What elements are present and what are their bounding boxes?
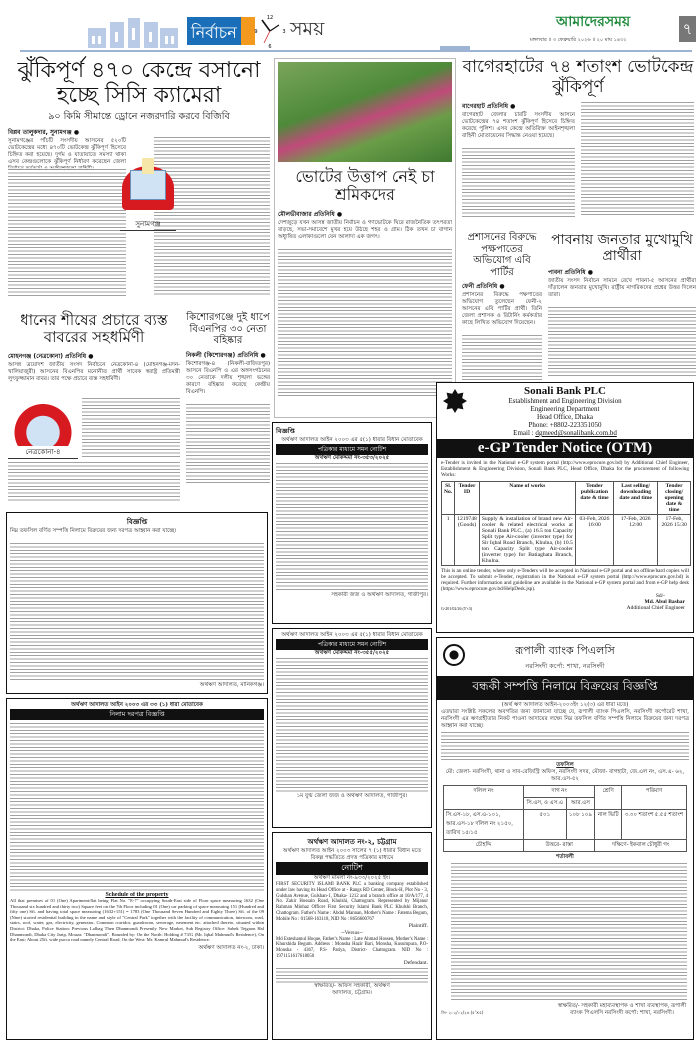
byline: বিপ্লব তালুকদার, সুনামগঞ্জ ●	[8, 128, 80, 136]
clock-icon	[253, 12, 287, 50]
office: Head Office, Dhaka	[536, 413, 594, 421]
sonali-bank-logo	[443, 389, 467, 413]
notice-subtitle: অর্থঋণ আদালত আইন ২০০৩ সালের ৭ (১) ধারার বিধান মতে বিকল্প পদ্ধতিতে প্রদত্ত পত্রিকার মাধ্যমে	[282, 848, 422, 861]
bank-name: রূপালী ব্যাংক পিএলসি	[515, 644, 615, 657]
column-subheader: সি.এস, ও এস.এ	[524, 798, 567, 810]
column-header: পরিমাণ	[621, 786, 686, 810]
notice-title: বিজ্ঞপ্তি	[126, 518, 148, 526]
column-subheader: আর.এস	[566, 798, 595, 810]
phone: Phone: +8802-223351050	[528, 421, 602, 429]
notice-band: পত্রিকার মাধ্যমে সমন নোটিশ	[276, 639, 428, 650]
notice-subtitle: অর্থঋণ আদালত আইন ২০০৩ এর ৫(১) ধারার বিধান মোতাবেক	[281, 632, 423, 638]
schedule-title: Schedule of the property	[105, 892, 169, 898]
table-row	[444, 810, 687, 840]
page-number: ৭	[679, 16, 696, 42]
byline: বাগেরহাট প্রতিনিধি ●	[462, 103, 516, 111]
notice-footer: ১ম যুগ্ম জেলা জজ ও অর্থঋণ আদালত, গাজীপুর।	[296, 793, 408, 799]
section-logo-nirbachon: নির্বাচন	[187, 17, 255, 45]
cell: ৩.৩০ শতাংশ ৫.৫৫ শতাংশ	[621, 810, 686, 840]
notice-footer: অর্থঋণ আদালত নং-২, ঢাকা।	[198, 944, 264, 951]
cell: Supply & installation of brand new Air-cooler & related electrical works at Sonali Bank PLC., (a) 16.5 ton Capacity Split type Air-cooler (inverter type) for Sir Iqbal Road Branch, Khulna, (b) 10.5 ton Capacity Split type Air-cooler (inverter type) for Batiaghata Branch, Khulna.	[479, 515, 575, 566]
legal-notice-left-bottom	[6, 698, 268, 1040]
property-table	[443, 785, 687, 852]
legal-notice-mid-top	[272, 422, 432, 624]
email-link[interactable]: dgmeed@sonalibank.com.bd	[535, 429, 617, 437]
signature: স্বাক্ষরিত/- অফিস সহকারী, অর্থঋণ আদালত, চট্টগ্রাম।	[314, 982, 390, 996]
headline: ধানের শীষের প্রচারে ব্যস্ত বাবরের সহধর্মিণী	[20, 311, 168, 347]
masthead-rule-block	[440, 46, 470, 52]
notice-band: নিলাম দরপত্র বিজ্ঞপ্তি	[10, 709, 264, 720]
sonali-bank-tender-notice	[436, 382, 694, 633]
article-body: জাতীয় সংসদ নির্বাচন সামনে রেখে পাবনা-৫ আসনের প্রার্থীরা দাঁড়ালেন জনতার মুখোমুখি। রাষ্ট্রীয় নাগরিকদের প্রশ্নের উত্তর দিলেন তারা।	[548, 278, 696, 299]
story-ab-party	[462, 232, 542, 389]
byline: পাবনা প্রতিনিধি ●	[548, 269, 593, 277]
headline: ঝুঁকিপূর্ণ ৪৭০ কেন্দ্রে বসানো হচ্ছে সিসি ক্যামেরা	[17, 58, 261, 109]
masthead	[0, 0, 700, 56]
rupali-bank-auction-notice	[436, 637, 694, 1040]
ballot-box-illustration	[8, 401, 78, 446]
terms-title: শর্তাবলী	[556, 854, 574, 860]
cell: ১০৮ ১০৯	[566, 810, 595, 840]
story-pabna	[548, 232, 696, 376]
law-reference: (অর্থ ঋণ আদালত আইন-২০০৩ইং ১২(৩) এর ধারা মতে)	[501, 702, 629, 708]
byline: মৌলভীবাজার প্রতিনিধি ●	[278, 210, 343, 218]
division: Establishment and Engineering Division	[508, 397, 622, 405]
article-body-continued	[8, 168, 126, 298]
table-header-row	[442, 482, 691, 515]
column-header: দলিল নং	[444, 786, 524, 810]
article-body: আসন্ন ত্রয়োদশ জাতীয় সংসদ নির্বাচনে নেত্রকোনা-৪ (মোহনগঞ্জ-মদন-খালিয়াজুরী) আসনের বিএনপির মনোনীত প্রার্থী সাবেক স্বরাষ্ট্র প্রতিমন্ত্রী লুৎফুজ্জামান বাবর। তার পক্ষে প্রচারে ব্যস্ত সহধর্মিণী।	[8, 361, 180, 382]
paper-logo: আমাদেরসময়	[556, 14, 631, 30]
court-name: অর্থঋণ আদালত নং-২, চট্টগ্রাম	[307, 838, 397, 846]
auction-body	[441, 731, 689, 761]
plaintiff-details: FIRST SECURITY ISLAMI BANK PLC a banking company established under law having its Head Office at - Rangs RD Center, Block-H, Plot No - 3, Gulshan Avenue, Gulshan-1, Dhaka- 1212 and a branch office at 10/A/177, 4 No. Zakir Hossain Road, Khulshi, Chattogram. Represented by Mijanur Rahman Minhaz Officer First Security Islami Bank PLC Khulshi Branch, Chattogram. Father's Name : Abdul Mannan, Mother's Name : Fatema Begum, Mobile No : 01568-163118, NID No : 8656600767	[276, 882, 428, 922]
notice-band: পত্রিকার মাধ্যমে সমন নোটিশ	[276, 444, 428, 455]
column-header: Sl. No.	[442, 482, 455, 515]
article-body-continued	[82, 397, 180, 459]
column-header: Name of works	[479, 482, 575, 515]
notice-body	[276, 657, 428, 793]
cell: সি.এস-১৮, এস.এ-১০১, আর.এস-১৮ দলিল নং ২১৫০, তারিখ ১৫/১৫	[444, 810, 524, 840]
notice-body	[276, 462, 428, 592]
defendant-details: Md Esteshamul Hoque, Father's Name : Late Ahmad Hossen, Mother's Name : Khurshida Begum. Address : Monsha Hazir Bari, Monsha, Kusumpura, P.O- Monsha - 4367, P.S- Patiya, District- Chattogram. NID No : 1971151617618050	[276, 936, 428, 959]
email-label: Email :	[513, 429, 536, 437]
headline: ভোটের উত্তাপ নেই চা শ্রমিকদের	[295, 167, 435, 205]
story-babar	[8, 312, 180, 501]
cell: ৫০১	[524, 810, 567, 840]
ad-ref: জি- ২০২/০২/২৬ (৫'×৫)	[441, 1010, 484, 1015]
cell: 17-Feb, 2026 15:30	[658, 515, 691, 566]
byline: মোহনগঞ্জ (নেত্রকোনা) প্রতিনিধি ●	[8, 352, 94, 360]
signatory-designation: Additional Chief Engineer	[626, 605, 685, 611]
article-body: সুনামগঞ্জের পাঁচটি সংসদীয় আসনের ৫২০টি ভোটকেন্দ্রের মধ্যে ৪৭০টি ভোটকেন্দ্র ঝুঁকিপূর্ণ হিসেবে চিহ্নিত করা হয়েছে। দুর্গম ও যাতায়াতে সমস্যা থাকা এসব কেন্দ্রগুলোকে ঝুঁকিপূর্ণ নির্ধারণ করেছেন জেলা	[8, 137, 126, 165]
tender-intro: e-Tender is invited in the National e-GP system portal (http://www.eprocure.gov.bd) by Additional Chief Engineer, Establishment & Engineering Division, Sonali Bank PLC, Head Office, Dhaka for the procurement of following Works:	[441, 460, 689, 478]
cell: 03-Feb, 2026 16:00	[575, 515, 613, 566]
clock-number: 12	[266, 15, 274, 21]
date-line: মঙ্গলবার ॥ ৩ ফেব্রুয়ারি ২০২৬ ॥ ২০ মাঘ ১৪৩২	[530, 37, 627, 43]
cell: 1219748 (Goods)	[455, 515, 480, 566]
story-kishoreganj	[186, 312, 270, 483]
rupali-bank-logo	[443, 644, 465, 666]
notice-band: নোটিশ	[276, 862, 428, 875]
section-logo-somoy: সময়	[290, 18, 325, 40]
column-header: Tender ID	[455, 482, 480, 515]
article-body: প্রশাসনের বিরুদ্ধে পক্ষপাতের অভিযোগ তুলেছেন ফেনী-২ আসনের এবি পার্টির প্রার্থী। তিনি জেলা প্রশাসক ও রিটার্নিং কর্মকর্তার কাছে লিখিত অভিযোগ দিয়েছেন।	[462, 292, 542, 326]
column-header: দাগ নং	[524, 786, 595, 798]
column-header: Last selling/ downloading date and time	[614, 482, 658, 515]
image-caption: নেত্রকোনা-৪	[8, 446, 78, 459]
notice-text: অর্থঋণ মোকদ্দমা নং-৩৫৫/২০২৫	[314, 650, 390, 656]
branch: নরসিংদী কর্পো: শাখা, নরসিংদী	[525, 662, 605, 670]
legal-notice-mid-bottom	[272, 832, 432, 1040]
notice-footer: সহকারী জজ ও অর্থঋণ আদালত, গাজীপুর।	[331, 592, 428, 598]
cell: দক্ষিণে- ইকবাল চৌধুরী গং	[595, 840, 687, 852]
cell: 1	[442, 515, 455, 566]
headline: বাগেরহাটের ৭৪ শতাংশ ভোটকেন্দ্র ঝুঁকিপূর্ণ	[462, 57, 694, 97]
tea-workers-photo	[278, 62, 452, 162]
article-body-continued	[462, 334, 542, 389]
cell: উত্তরে- রাস্তা	[524, 840, 595, 852]
plaintiff-label: Plaintiff.	[408, 922, 428, 929]
tender-footer: This is an online tender, where only e-Tenders will be accepted in National e-GP portal and no offline/hard copies will be accepted. To submit e-Tender, registration in the National e-GP system portal (http://www.eprocure.gov.bd) is required. Further information and guideline are available in the National e-GP system portal and from e-GP help desk (https://www.eprocure.gov.bd/HelpDesk.jsp).	[441, 568, 689, 592]
article-body-continued	[8, 461, 180, 501]
table-row	[442, 515, 691, 566]
notice-footer: অর্থঋণ আদালত, মানিকগঞ্জ।	[199, 682, 264, 688]
legal-notice-mid-middle	[272, 628, 432, 828]
defendant-label: Defendant.	[403, 959, 428, 966]
story-bagerhat	[462, 58, 694, 217]
schedule-line: মৌ: জেলা- নরসিংদী, থানা ও সাব-রেজিস্ট্রি অফিস, নরসিংদী সদর, মৌজা- বাগহাটা, জে.এল নং, এস.এ- ৬২, আর.এস-৫২	[445, 769, 685, 782]
signature: স্বাক্ষরিত/- সহকারী মহাব্যবস্থাপক ও শাখা ব্যবস্থাপক, রূপালী ব্যাংক পিএলসি নরসিংদী কর্পো: শাখা, নরসিংদী।	[557, 1003, 687, 1016]
column-header: Tender publication date & time	[575, 482, 613, 515]
story-cctv	[8, 58, 270, 298]
byline: ফেনী প্রতিনিধি ●	[462, 283, 505, 290]
cell: 17-Feb, 2026 12:00	[614, 515, 658, 566]
article-body-continued	[581, 101, 694, 216]
headline: প্রশাসনের বিরুদ্ধে পক্ষপাতের অভিযোগ এবি পার্টির	[467, 232, 537, 278]
article-body-continued	[278, 248, 452, 398]
column-header: শ্রেণি	[595, 786, 622, 810]
clock-number: 6	[268, 44, 272, 50]
legal-notice-left-top	[6, 512, 268, 694]
column-header: Tender closing/ opening date & time	[658, 482, 691, 515]
auction-intro: এতদ্বারা সংশ্লিষ্ট সকলের অবগতির জন্য জানানো যাচ্ছে যে, রূপালী ব্যাংক পিএলসি, নরসিংদী কর্পোরেট শাখা, নরসিংদী এর ঋণগ্রহীতার নিকট পাওনা আদায়ের লক্ষ্যে নিম্ন তফসিল বর্ণিত সম্পত্তি নিলামে বিক্রয়ের জন্য দরপত্র আহ্বান করা যাচ্ছে।	[441, 709, 689, 729]
terms-body	[451, 862, 687, 1002]
notice-body	[276, 967, 428, 983]
article-body-continued	[548, 306, 696, 376]
notice-subtitle: অর্থঋণ আদালত আইন ২০০৩ এর ৫(১) ধারার বিধান মোতাবেক	[281, 437, 423, 443]
schedule-text: All that premises of 01 (One) Apartment/flat being Flat No. "E-7" occupying South-East side of Floor space measuring 1632 (One Thousand six hundred and thirty two) Square feet on the 7th Floor including 01 (One) car parking of space measuring 151 (Hundred and fifty one) Sft. and having total space measuring (1632+151) = 1783 (One Thousand Seven Hundred and Eighty Three) Sft. of the 09 (Nine) storied residential building in the name and style of "Central Park" together with the facility of communication, intercom, road, stairs, roof, water, gas, electricity, generator, Common corridor, guardroom, sewerage, easement etc. attached thereto, situated within District: Dhaka, Police Station: Previous Lalbag Then Dhanmondi Presently New Market, Sub Registry Office: Sabek Tejgaon Hal Dhanmondi, Dhaka City Jarip, Mouza: "Dhanmondi". Bounded by: On the North: Holding # 73/G (Mr. Iqbal Mahmud's Residence), On the East: About 25ft. wide pucca road namely Central Road, On the West: Mr. Kamrul Mahmud's Residence.	[10, 898, 264, 943]
byline: নিকলী (কিশোরগঞ্জ) প্রতিনিধি ●	[186, 351, 266, 359]
article-body-continued	[186, 403, 270, 483]
notice-body	[10, 722, 264, 892]
versus: --Versus--	[341, 929, 363, 936]
signatory-name: Md. Abul Bashar	[644, 599, 685, 605]
notice-body	[10, 542, 264, 682]
clock-number: 3	[282, 29, 286, 35]
image-caption: সুনামগঞ্জ	[120, 218, 176, 231]
notice-title: বিজ্ঞপ্তি	[276, 427, 295, 435]
headline: কিশোরগঞ্জে দুই ধাপে বিএনপির ৩০ নেতা বহিষ্কার	[186, 312, 270, 346]
subhead: ৯০ কিমি সীমান্তে ড্রোনে নজরদারি করবে বিজিবি	[48, 110, 230, 122]
auction-band: বন্ধকী সম্পত্তি নিলামে বিক্রয়ের বিজ্ঞপ্তি	[437, 676, 693, 700]
notice-text: অর্থঋণ মোকদ্দমা নং-৩৫৩/২০২৫	[314, 455, 390, 461]
schedule-title: তফসিল	[556, 762, 574, 768]
headline: পাবনায় জনতার মুখোমুখি প্রার্থীরা	[551, 232, 693, 265]
tender-table	[441, 481, 691, 566]
cell: নাল ভিটি	[595, 810, 622, 840]
parliament-building-illustration	[88, 18, 178, 48]
cell: চৌহদ্দি	[444, 840, 524, 852]
case-number: অর্থঋণ মামলা নং-৯৩৩/২০২৫ ইং।	[313, 875, 391, 881]
story-tea	[274, 58, 456, 418]
notice-text: নিম্ন তফসিল বর্ণিত সম্পত্তি নিলামে বিক্রয়ের জন্য দরপত্র আহ্বান করা যাচ্ছে।	[10, 528, 177, 534]
sd: Sd/-	[655, 593, 665, 599]
ad-ref: G-201/02/26 (5'×3)	[441, 606, 473, 611]
notice-subtitle: অর্থঋণ আদালত আইন ২০০৩ এর ৩৩ (১) ধারা মোতাবেক	[71, 702, 203, 708]
ballot-box-illustration	[118, 156, 178, 214]
article-body: বাগেরহাট জেলার চারটি সংসদীয় আসনে ভোটকেন্দ্রের ৭৪ শতাংশ ঝুঁকিপূর্ণ হিসেবে চিহ্নিত করেছে পুলিশ। এসব কেন্দ্রে অতিরিক্ত আইনশৃঙ্খলা বাহিনী মোতায়েনের সিদ্ধান্ত নেওয়া হয়েছে।	[462, 112, 575, 140]
clock-number: 9	[254, 29, 258, 35]
article-body-continued	[462, 147, 575, 217]
article-body: দেশজুড়ে যখন আসন্ন জাতীয় নির্বাচন ও গণভোটকে ঘিরে রাজনৈতিক তৎপরতা বাড়ছে, সভা-সমাবেশে মুখর হয়ে উঠছে শহর ও গ্রাম। ঠিক তখন চা বাগান অধ্যুষিত এলাকাগুলো যেন আলাদা এক জগৎ।	[278, 219, 452, 240]
masthead-rule	[20, 50, 692, 52]
article-body: কিশোরগঞ্জ-৪ (নিকলী-বাজিতপুর) আসনে বিএনপি ও এর অঙ্গসংগঠনের ৩০ নেতাকে দলীয় শৃঙ্খলা ভঙ্গের কারণে বহিষ্কার করেছে কেন্দ্রীয় বিএনপি।	[186, 360, 270, 395]
tender-band: e-GP Tender Notice (OTM)	[437, 439, 693, 458]
department: Engineering Department	[530, 405, 600, 413]
bank-name: Sonali Bank PLC	[524, 385, 606, 397]
